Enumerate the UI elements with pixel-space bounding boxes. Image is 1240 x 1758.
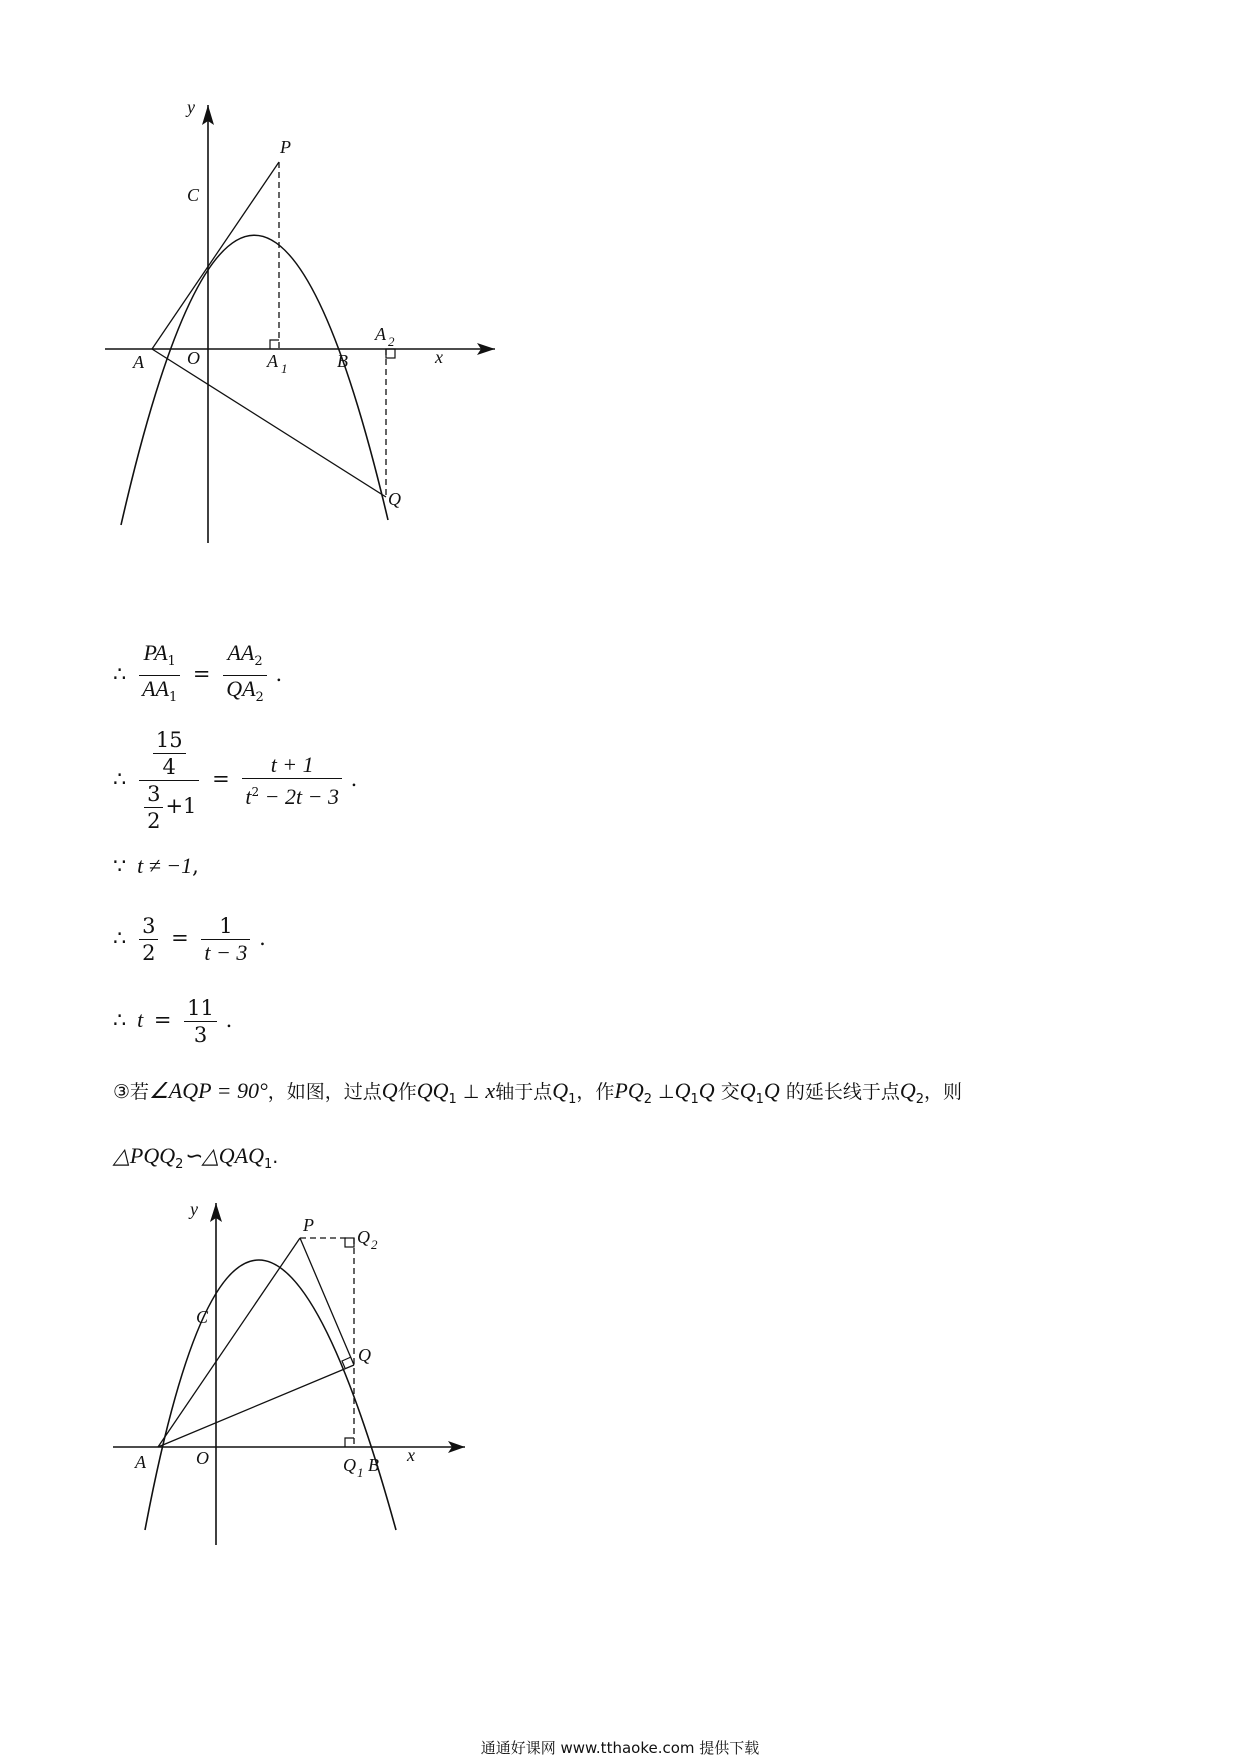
label-x: x [407,1445,415,1465]
fraction-PA1-AA1: $\frac{PA_1}{AA_1}$ [139,640,180,711]
label-A1: A [267,351,278,371]
condition-t: ∵ t ≠ −1, [113,853,199,878]
parabola [145,1260,396,1530]
figure-1-diagram [95,95,515,620]
right-angle-A2 [386,349,395,358]
label-Q1-sub: 1 [357,1465,364,1480]
figure-2-diagram [95,1195,485,1545]
case-3-statement: ③若∠AQP = 90°，如图，过点Q作$QQ_1$ ⊥ x轴于点$Q_1$，作$PQ_2$ $\perp Q_1Q$ 交$Q_1Q$ 的延长线于点$Q_2$，则 [113,1078,963,1107]
label-O: O [196,1448,209,1468]
label-Q: Q [388,489,401,509]
label-x: x [435,347,443,367]
label-B: B [337,351,348,371]
label-P: P [280,137,291,157]
similar-triangles: $\triangle PQQ_2∽\triangle QAQ_1$. [113,1143,279,1172]
segment-AQ [158,1365,354,1447]
label-A2-sub: 2 [388,334,395,349]
label-y: y [187,97,195,117]
right-angle-Q1 [345,1438,354,1447]
label-Q2: Q [357,1227,370,1247]
label-C: C [187,185,200,205]
segment-AP [152,162,279,349]
label-A: A [135,1452,146,1472]
label-Q1: Q [343,1455,356,1475]
parabola [121,235,388,525]
label-y: y [190,1199,198,1219]
equation-substitution: ∴ $\frac{15}{4}$ $\frac{3}{2}$ +1 = $\frac{t + 1}{t^2 - 2t - 3}$ . [113,728,358,833]
right-angle-Q2 [345,1238,354,1247]
segment-AP [158,1238,300,1447]
footer-watermark: 通通好课网 www.tthaoke.com 提供下载 [480,1739,760,1757]
label-C: C [196,1307,209,1327]
right-angle-A1 [270,340,279,349]
fraction-t-expression: $\frac{t + 1}{t^2 - 2t - 3}$ [242,752,342,810]
compound-fraction: $\frac{15}{4}$ $\frac{3}{2}$ +1 [139,727,199,834]
fraction-AA2-QA2: $\frac{AA_2}{QA_2}$ [223,640,267,711]
label-A1-sub: 1 [281,361,288,376]
segment-AQ [152,349,386,497]
label-Q: Q [358,1345,371,1365]
solution-t: ∴ t = $\frac{11}{3}$ . [113,996,233,1047]
label-A: A [133,352,144,372]
segment-PQ [300,1238,354,1365]
label-Q2-sub: 2 [371,1237,378,1252]
label-A2: A [375,324,386,344]
equation-ratio: ∴ $\frac{PA_1}{AA_1}$ = $\frac{AA_2}{QA_2}$ . [113,640,282,711]
label-P: P [303,1215,314,1235]
label-B: B [368,1455,379,1475]
equation-simplified: ∴ $\frac{3}{2}$ = $\frac{1}{t - 3}$ . [113,914,266,965]
label-O: O [187,348,200,368]
